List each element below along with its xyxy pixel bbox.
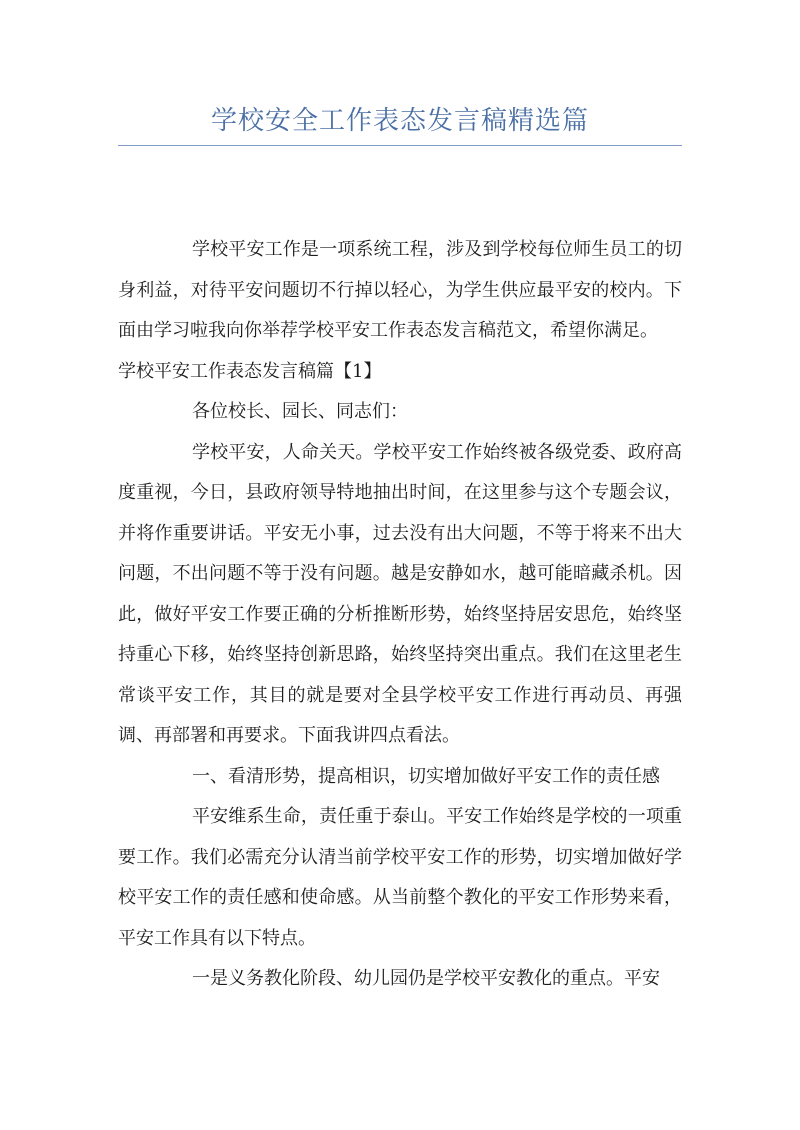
title-underline: [118, 145, 682, 146]
paragraph-body: 一是义务教化阶段、幼儿园仍是学校平安教化的重点。平安: [192, 968, 660, 989]
section-heading: 学校平安工作表态发言稿篇【1】: [118, 360, 382, 382]
paragraph-intro: 学校平安工作是一项系统工程，涉及到学校每位师生员工的切身利益，对待平安问题切不行掉以轻心，为学生供应最平安的校内。下面由学习啦我向你举荐学校平安工作表态发言稿范文，希望你满足。: [118, 239, 682, 341]
document-body: [118, 230, 682, 1000]
paragraph-subheading: 一、看清形势，提高相识，切实增加做好平安工作的责任感: [192, 765, 660, 787]
paragraph-body: 学校平安，人命关天。学校平安工作始终被各级党委、政府高度重视，今日，县政府领导特地抽出时间，在这里参与这个专题会议，并将作重要讲话。平安无小事，过去没有出大问题，不等于将来不出大问题，不出问题不等于没有问题。越是安静如水，越可能暗藏杀机。因此，做好平安工作要正确的分析推断形势，始终坚持居安思危，始终坚持重心下移，始终坚持创新思路，始终坚持突出重点。我们在这里老生常谈平安工作，其目的就是要对全县学校平安工作进行再动员、再强调、再部署和再要求。下面我讲四点看法。: [118, 441, 682, 746]
paragraph-salutation: 各位校长、园长、同志们：: [192, 401, 408, 422]
paragraph-body: 平安维系生命，责任重于泰山。平安工作始终是学校的一项重要工作。我们必需充分认清当前学校平安工作的形势，切实增加做好学校平安工作的责任感和使命感。从当前整个教化的平安工作形势来看，平安工作具有以下特点。: [118, 806, 682, 949]
document-title: 学校安全工作表态发言稿精选篇: [210, 106, 589, 136]
